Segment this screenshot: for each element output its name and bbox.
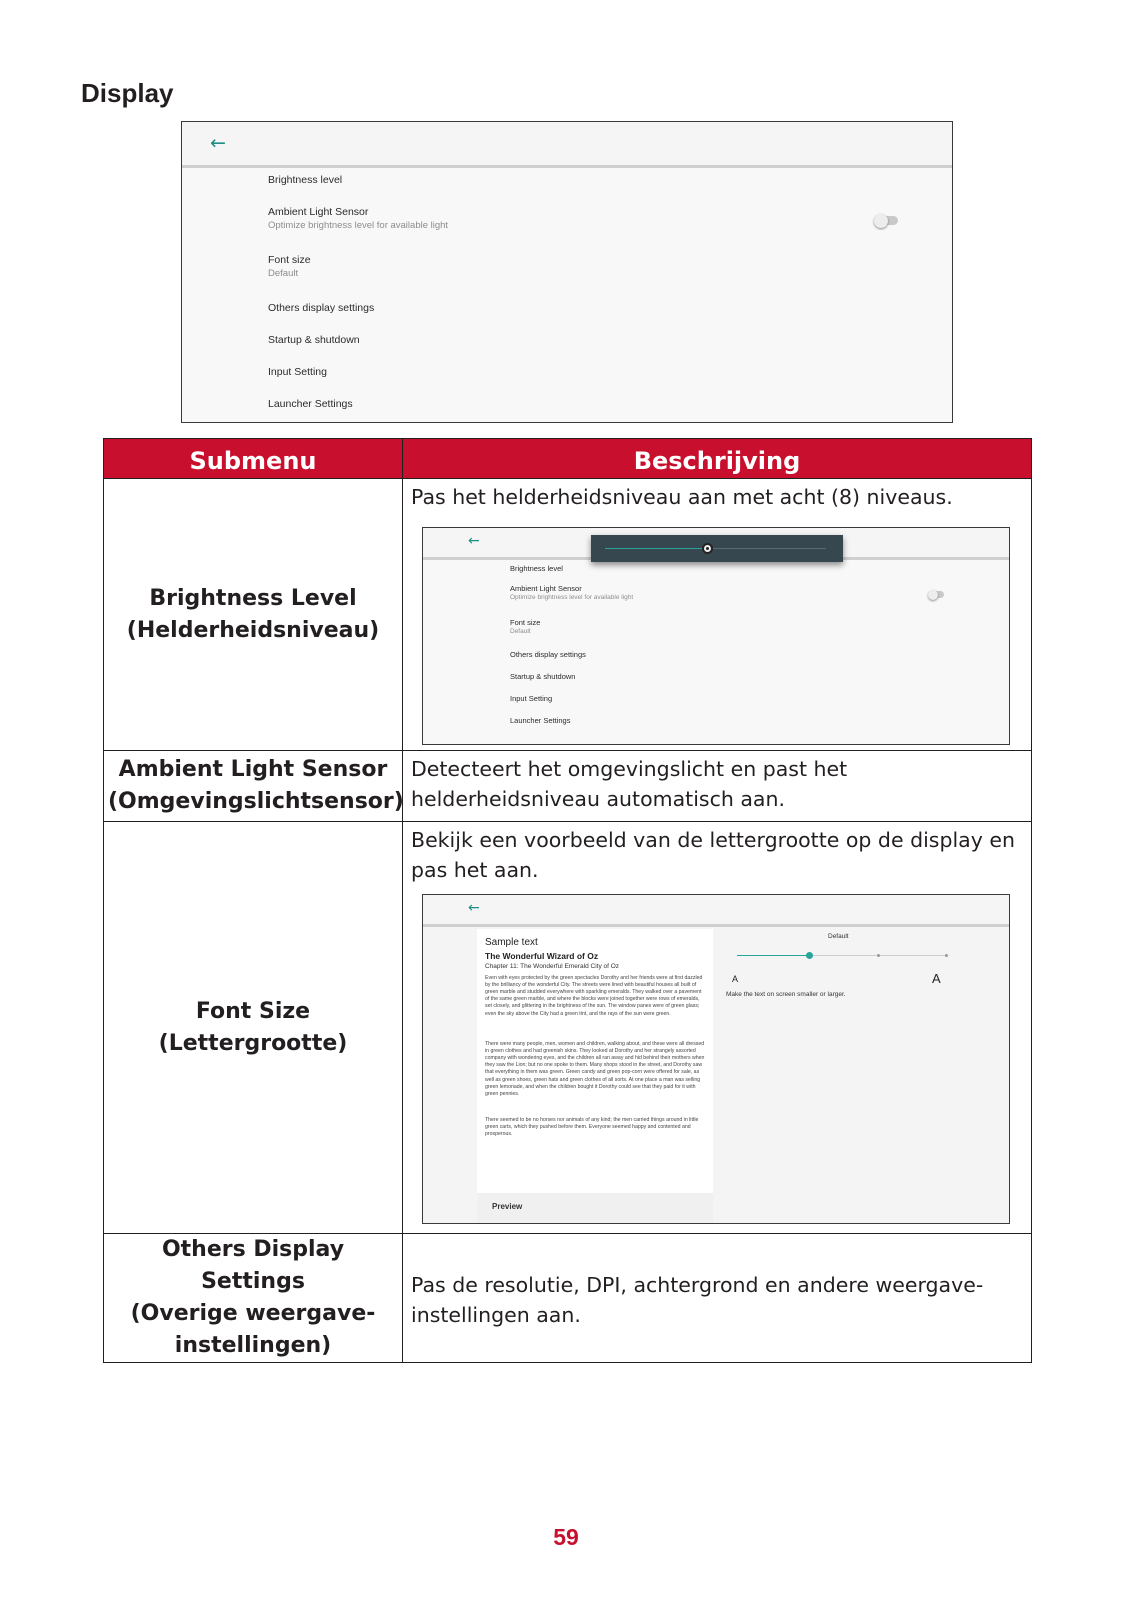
header-description: Beschrijving — [403, 439, 1032, 479]
submenu-line: Others Display Settings — [161, 1237, 345, 1294]
menu-item-startup-shutdown[interactable]: Startup & shutdown — [268, 334, 360, 346]
chapter-title: Chapter 11: The Wonderful Emerald City of Oz — [485, 962, 620, 970]
menu-item-ambient-light-sensor[interactable]: Ambient Light Sensor — [268, 206, 369, 218]
small-text-glyph: A — [732, 973, 739, 984]
submenu-line: Ambient Light Sensor — [118, 757, 388, 782]
submenu-line: (Overige weergave- — [130, 1301, 376, 1326]
submenu-line: (Helderheidsniveau) — [126, 617, 380, 643]
book-title: The Wonderful Wizard of Oz — [485, 950, 599, 961]
description-text: Bekijk een voorbeeld van de lettergrootte op de display en pas het aan. — [411, 828, 1015, 882]
menu-item-startup-shutdown[interactable]: Startup & shutdown — [510, 671, 576, 681]
preview-paragraph: There were many people, men, women and children, walking about, and these were all dressed in green clothes and had greenish skins. They looked at Dorothy and her strangely assorted company with wondering eyes, and the children all ran away and hid behind their mothers when they saw the Lion; but no one spoke to them. Many shops stood in the street, and Dorothy saw that everything in them was green. Green candy and green pop-corn were offered for sale, as well as green shoes, green hats and green clothes of all sorts. At one place a man was selling green lemonade, and when the children bought it Dorothy could see that they paid for it with green pennies. — [485, 1040, 705, 1097]
menu-item-font-size[interactable]: Font size — [510, 617, 541, 627]
font-size-slider-tick — [945, 954, 948, 957]
ambient-light-toggle[interactable] — [874, 214, 898, 228]
font-size-slider-tick — [877, 954, 880, 957]
menu-item-font-size-sub: Default — [268, 268, 299, 279]
app-bar — [423, 895, 1009, 927]
menu-item-font-size[interactable]: Font size — [268, 254, 311, 266]
menu-item-ambient-light-sensor-sub: Optimize brightness level for available light — [268, 220, 449, 231]
font-size-hint: Make the text on screen smaller or larger. — [726, 990, 846, 998]
ambient-light-toggle[interactable] — [928, 590, 944, 600]
font-size-slider-fill — [737, 955, 810, 956]
large-text-glyph: A — [932, 970, 941, 986]
preview-paragraph: Even with eyes protected by the green spectacles Dorothy and her friends were at first dazzled by the brilliancy of the wonderful City. The streets were lined with beautiful houses all built of green marble and studded everywhere with sparkling emeralds. They walked over a pavement of the same green marble, and where the blocks were joined together were rows of emeralds, set closely, and glittering in the brightness of the sun. The window panes were of green glass; even the sky above the City had a green tint, and the rays of the sun were green. — [485, 974, 703, 1017]
back-arrow-icon[interactable]: ← — [210, 132, 226, 154]
menu-item-ambient-light-sensor-sub: Optimize brightness level for available light — [510, 593, 634, 601]
description-cell — [403, 1234, 1032, 1363]
description-text: Detecteert het omgevingslicht en past het helderheidsniveau automatisch aan. — [411, 757, 848, 811]
menu-item-ambient-light-sensor[interactable]: Ambient Light Sensor — [510, 583, 582, 593]
description-text: Pas de resolutie, DPI, achtergrond en andere weergave-instellingen aan. — [411, 1272, 984, 1327]
submenu-cell — [104, 1234, 403, 1363]
submenu-cell — [104, 822, 403, 1234]
display-settings-screenshot — [181, 121, 953, 423]
menu-item-others-display-settings[interactable]: Others display settings — [268, 302, 375, 314]
brightness-slider-fill — [605, 548, 704, 549]
page-title: Display — [81, 78, 174, 108]
preview-footer — [477, 1193, 713, 1224]
app-bar — [182, 122, 952, 168]
menu-item-brightness-level[interactable]: Brightness level — [510, 563, 563, 573]
preview-label: Preview — [492, 1201, 523, 1211]
sample-text-heading: Sample text — [485, 936, 538, 948]
brightness-screenshot — [422, 527, 1010, 745]
brightness-slider-thumb[interactable] — [702, 543, 713, 554]
back-arrow-icon[interactable]: ← — [468, 899, 480, 916]
description-cell — [403, 751, 1032, 822]
font-size-slider-thumb[interactable] — [806, 952, 813, 959]
brightness-slider-popup — [591, 535, 843, 562]
submenu-cell — [104, 751, 403, 822]
submenu-line: Font Size (Lettergrootte) — [158, 998, 348, 1056]
submenu-line: Brightness Level — [149, 585, 357, 611]
preview-card — [477, 929, 713, 1224]
page-number: 59 — [553, 1524, 579, 1550]
font-size-screenshot — [422, 894, 1010, 1224]
brightness-slider-track — [713, 548, 826, 549]
back-arrow-icon[interactable]: ← — [468, 532, 480, 549]
submenu-line: (Omgevingslichtsensor) — [108, 789, 404, 814]
header-submenu: Submenu — [104, 439, 403, 479]
submenu-line: instellingen) — [174, 1333, 332, 1358]
menu-item-launcher-settings[interactable]: Launcher Settings — [510, 715, 571, 725]
font-size-current-label: Default — [828, 932, 849, 940]
submenu-cell — [104, 479, 403, 751]
table-row — [104, 1234, 1032, 1363]
preview-paragraph: There seemed to be no horses nor animals of any kind; the men carried things around in little green carts, which they pushed before them. Everyone seemed happy and contented and prosperous. — [485, 1116, 699, 1137]
description-text: Pas het helderheidsniveau aan met acht (8) niveaus. — [411, 485, 953, 509]
menu-item-launcher-settings[interactable]: Launcher Settings — [268, 398, 353, 410]
table-row — [104, 751, 1032, 822]
menu-item-others-display-settings[interactable]: Others display settings — [510, 649, 586, 659]
menu-item-input-setting[interactable]: Input Setting — [268, 366, 327, 378]
menu-item-brightness-level[interactable]: Brightness level — [268, 174, 343, 186]
menu-item-font-size-sub: Default — [510, 627, 531, 635]
menu-item-input-setting[interactable]: Input Setting — [510, 693, 553, 703]
